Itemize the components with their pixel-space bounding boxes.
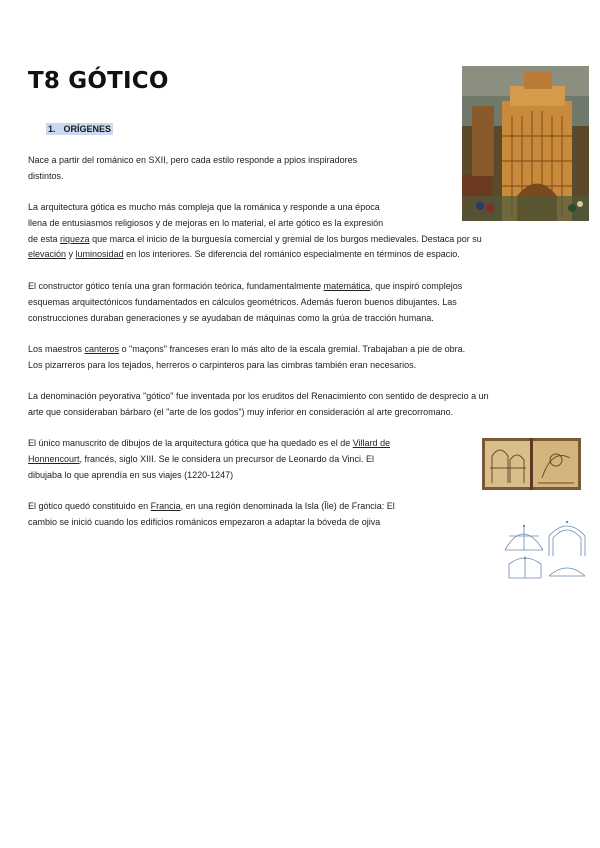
paragraph-constructor [28, 279, 462, 326]
paragraph-line: cambio se inició cuando los edificios románicos empezaron a adaptar la bóveda de ojiva [28, 516, 381, 527]
manuscript-pages-icon [482, 438, 581, 490]
text-run: El constructor gótico tenía una gran formación teórica, fundamentalmente [28, 281, 324, 291]
text-run: , en una región denominada la Isla (Île) de Francia: El [180, 501, 395, 511]
link-elevacion[interactable]: elevación [28, 249, 67, 260]
paragraph-manuscript [28, 436, 390, 483]
link-honnecourt[interactable]: Honnencourt [28, 453, 80, 464]
paragraph-line: dibujaba lo que aprendía en sus viajes (1220-1247) [28, 469, 234, 480]
section-heading [46, 123, 113, 135]
cathedral-construction-image [462, 66, 589, 221]
text-run: y [66, 249, 76, 260]
link-canteros[interactable]: canteros [84, 344, 120, 354]
text-run: El gótico quedó constituido en [28, 501, 151, 511]
paragraph-line: llena de entusiasmos religiosos y de mejoras en lo material, el arte gótico es la expresión [28, 217, 384, 228]
text-run: , que inspiró complejos [370, 281, 463, 291]
link-villard[interactable]: Villard de [352, 438, 391, 448]
paragraph-line [28, 436, 390, 452]
paragraph-masters [28, 342, 465, 374]
paragraph-line [28, 452, 390, 468]
paragraph-line: Los pizarreros para los tejados, herreros o carpinteros para las cimbras también eran necesarios. [28, 359, 417, 370]
paragraph-line [28, 247, 482, 263]
text-run: que marca el inicio de la burguesía comercial y gremial de los burgos medievales. Destaca por su [89, 233, 482, 244]
paragraph-line: La arquitectura gótica es mucho más compleja que la románica y responde a una época [28, 202, 380, 212]
link-francia[interactable]: Francia [150, 501, 181, 511]
section-label: ORÍGENES [63, 124, 112, 134]
paragraph-denomination [28, 389, 489, 421]
manuscript-image [482, 438, 581, 490]
cathedral-painting-icon [462, 66, 589, 221]
paragraph-line [28, 342, 465, 358]
text-run: Los maestros [28, 344, 85, 354]
text-run: o "maçons" franceses eran lo más alto de la escala gremial. Trabajaban a pie de obra. [119, 344, 466, 354]
vault-diagram-image [501, 516, 590, 584]
link-riqueza[interactable]: riqueza [60, 233, 90, 244]
paragraph-origin [28, 153, 357, 185]
paragraph-line: construcciones duraban generaciones y se ayudaban de máquinas como la grúa de tracción humana. [28, 312, 434, 323]
text-run: El único manuscrito de dibujos de la arquitectura gótica que ha quedado es el de [28, 438, 353, 448]
text-run: de esta [28, 233, 61, 244]
paragraph-architecture [28, 200, 482, 263]
paragraph-line: La denominación peyorativa "gótico" fue inventada por los eruditos del Renacimiento con sentido de desprecio a un [28, 391, 489, 401]
paragraph-line: Nace a partir del románico en SXII, pero cada estilo responde a ppios inspiradores [28, 155, 358, 165]
paragraph-line: distintos. [28, 170, 64, 181]
page-title: T8 GÓTICO [28, 68, 169, 94]
link-matematica[interactable]: matemática [323, 281, 371, 291]
paragraph-line: arte que consideraban bárbaro (el "arte de los godos") muy inferior en consideración al arte grecorromano. [28, 406, 454, 417]
paragraph-line [28, 232, 482, 248]
paragraph-line [28, 279, 462, 295]
link-luminosidad[interactable]: luminosidad [75, 249, 124, 260]
ribbed-vault-diagram-icon [501, 516, 590, 584]
paragraph-france [28, 499, 395, 531]
text-run: en los interiores. Se diferencia del románico especialmente en términos de espacio. [123, 249, 460, 260]
paragraph-line: esquemas arquitectónicos fundamentados en cálculos geométricos. Además fueron buenos dibujantes. Las [28, 296, 457, 307]
text-run: , francés, siglo XIII. Se le considera un precursor de Leonardo da Vinci. El [79, 453, 375, 464]
paragraph-line [28, 499, 395, 515]
section-number: 1. [48, 124, 56, 134]
